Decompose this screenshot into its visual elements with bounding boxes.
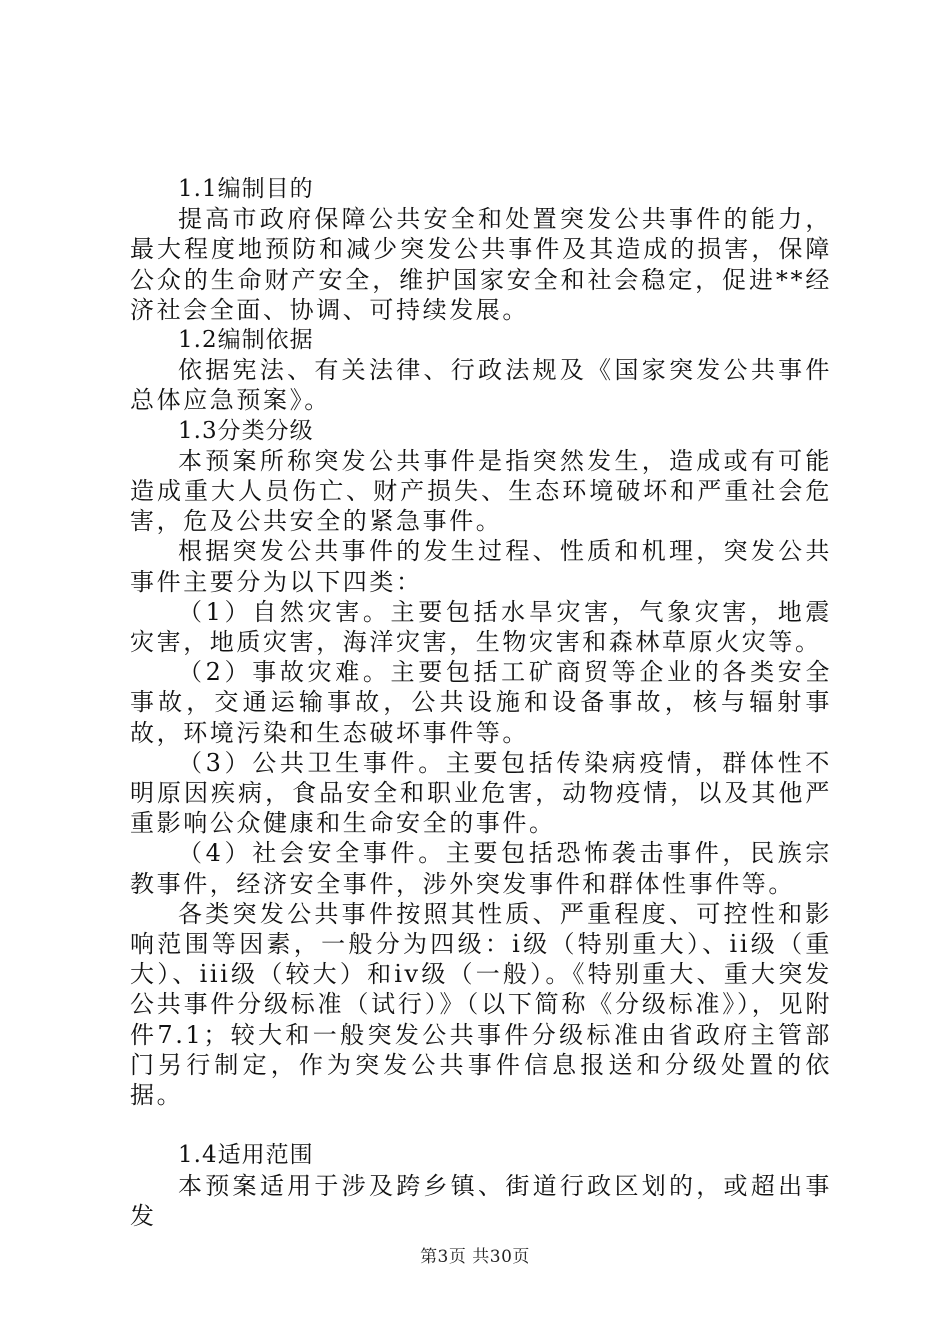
paragraph-categories-intro: 根据突发公共事件的发生过程、性质和机理，突发公共事件主要分为以下四类： [130,537,832,596]
list-item-natural-disasters: （1）自然灾害。主要包括水旱灾害，气象灾害，地震灾害，地质灾害，海洋灾害，生物灾害和森林草原火灾等。 [130,597,832,657]
paragraph-definition: 本预案所称突发公共事件是指突然发生，造成或有可能造成重大人员伤亡、财产损失、生态环境破坏和严重社会危害，危及公共安全的紧急事件。 [130,446,832,536]
section-heading-1-3: 1.3分类分级 [178,417,314,444]
section-heading-1-1: 1.1编制目的 [178,176,314,202]
list-item-accidents: （2）事故灾难。主要包括工矿商贸等企业的各类安全事故，交通运输事故，公共设施和设备事故，核与辐射事故，环境污染和生态破坏事件等。 [130,658,832,747]
paragraph-scope: 本预案适用于涉及跨乡镇、街道行政区划的，或超出事发 [130,1171,832,1230]
list-item-social-security: （4）社会安全事件。主要包括恐怖袭击事件，民族宗教事件，经济安全事件，涉外突发事件和群体性事件等。 [130,839,832,898]
paragraph-purpose: 提高市政府保障公共安全和处置突发公共事件的能力，最大程度地预防和减少突发公共事件及其造成的损害，保障公众的生命财产安全，维护国家安全和社会稳定，促进**经济社会全面、协调、可持续发展。 [130,205,832,324]
document-body [130,174,832,1231]
page-number-footer: 第3页 共30页 [420,1247,530,1267]
paragraph-grading: 各类突发公共事件按照其性质、严重程度、可控性和影响范围等因素，一般分为四级：i级（特别重大）、ii级（重大）、iii级（较大）和iv级（一般）。《特别重大、重大突发公共事件分级标准（试行）》（以下简称《分级标准》），见附件7.1；较大和一般突发公共事件分级标准由省政府主管部门另行制定，作为突发公共事件信息报送和分级处置的依据。 [130,899,832,1110]
section-heading-1-2: 1.2编制依据 [178,327,314,354]
section-heading-1-4: 1.4适用范围 [178,1142,314,1169]
list-item-public-health: （3）公共卫生事件。主要包括传染病疫情，群体性不明原因疾病，食品安全和职业危害，动物疫情，以及其他严重影响公众健康和生命安全的事件。 [130,748,832,838]
paragraph-basis: 依据宪法、有关法律、行政法规及《国家突发公共事件总体应急预案》。 [130,356,832,415]
section-spacer [130,1110,832,1140]
